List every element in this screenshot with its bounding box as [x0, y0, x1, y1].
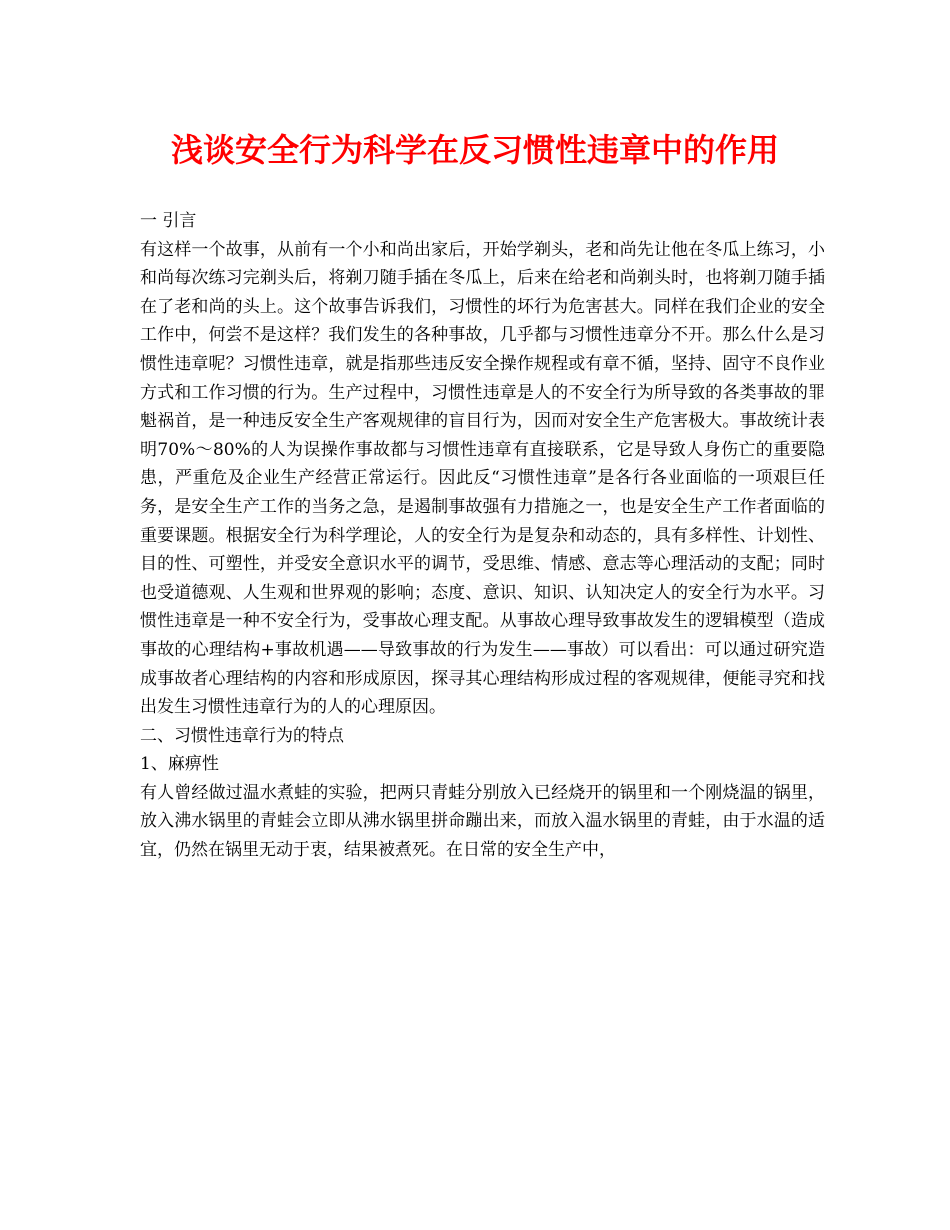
section-heading-numbness: 1、麻痹性: [140, 754, 219, 775]
paragraph-intro: 有这样一个故事，从前有一个小和尚出家后，开始学剃头，老和尚先让他在冬瓜上练习，小和尚每次练习完剃头后，将剃刀随手插在冬瓜上，后来在给老和尚剃头时，也将剃刀随手插在了老和尚的头上。这个故事告诉我们，习惯性的坏行为危害甚大。同样在我们企业的安全工作中，何尝不是这样？我们发生的各种事故，几乎都与习惯性违章分不开。那么什么是习惯性违章呢？习惯性违章，就是指那些违反安全操作规程或有章不循，坚持、固守不良作业方式和工作习惯的行为。生产过程中，习惯性违章是人的不安全行为所导致的各类事故的罪魁祸首，是一种违反安全生产客观规律的盲目行为，因而对安全生产危害极大。事故统计表明70%～80%的人为误操作事故都与习惯性违章有直接联系，它是导致人身伤亡的重要隐患，严重危及企业生产经营正常运行。因此反“习惯性违章”是各行各业面临的一项艰巨任务，是安全生产工作的当务之急，是遏制事故强有力措施之一，也是安全生产工作者面临的重要课题。根据安全行为科学理论，人的安全行为是复杂和动态的，具有多样性、计划性、目的性、可塑性，并受安全意识水平的调节，受思维、情感、意志等心理活动的支配；同时也受道德观、人生观和世界观的影响；态度、意识、知识、认知决定人的安全行为水平。习惯性违章是一种不安全行为，受事故心理支配。从事故心理导致事故发生的逻辑模型（造成事故的心理结构+事故机遇——导致事故的行为发生——事故）可以看出：可以通过研究造成事故者心理结构的内容和形成原因，探寻其心理结构形成过程的客观规律，便能寻究和找出发生习惯性违章行为的人的心理原因。: [140, 239, 825, 718]
section-heading-features: 二、习惯性违章行为的特点: [140, 725, 344, 746]
document-title: 浅谈安全行为科学在反习惯性违章中的作用: [170, 131, 779, 169]
section-heading-intro: 一 引言: [140, 211, 197, 231]
paragraph-numbness: 有人曾经做过温水煮蛙的实验，把两只青蛙分别放入已经烧开的锅里和一个刚烧温的锅里，放入沸水锅里的青蛙会立即从沸水锅里拼命蹦出来，而放入温水锅里的青蛙，由于水温的适宜，仍然在锅里无动于衷，结果被煮死。在日常的安全生产中，: [140, 782, 825, 861]
document-body: [140, 207, 825, 865]
